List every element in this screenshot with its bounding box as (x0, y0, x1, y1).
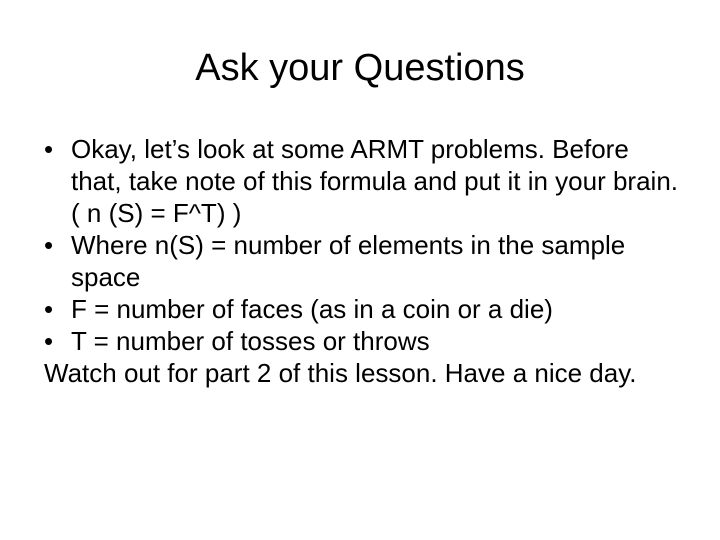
bullet-icon: • (44, 326, 54, 356)
bullet-item (44, 133, 684, 229)
bullet-text: T = number of tosses or throws (71, 326, 430, 356)
bullet-icon: • (44, 294, 54, 324)
slide-title: Ask your Questions (195, 47, 525, 89)
bullet-icon: • (44, 230, 54, 260)
bullet-icon: • (44, 134, 54, 164)
slide-body (44, 133, 684, 389)
closing-text: Watch out for part 2 of this lesson. Have a nice day. (44, 358, 637, 388)
bullet-item (44, 293, 684, 325)
bullet-text: Okay, let’s look at some ARMT problems. Before that, take note of this formula and put it in your brain. ( n (S) = F^T) ) (71, 134, 679, 228)
bullet-text: Where n(S) = number of elements in the sample space (71, 230, 626, 292)
bullet-item (44, 325, 684, 357)
bullet-text: F = number of faces (as in a coin or a die) (71, 294, 553, 324)
bullet-item (44, 229, 684, 293)
